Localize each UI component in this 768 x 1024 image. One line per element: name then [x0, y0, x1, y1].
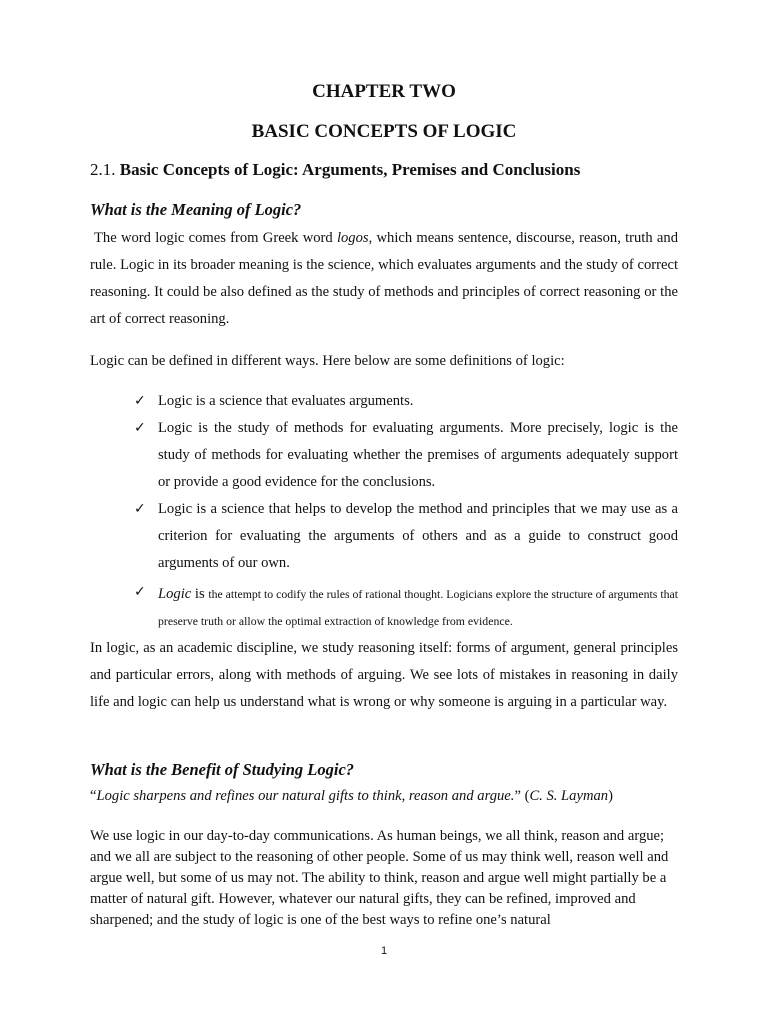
check-icon: ✓ [134, 501, 146, 517]
quote-text: Logic sharpens and refines our natural gifts to think, reason and argue. [96, 788, 515, 804]
list-item [134, 496, 678, 577]
page-number: 1 [380, 945, 388, 957]
section-title: Basic Concepts of Logic: Arguments, Premises and Conclusions [119, 160, 581, 179]
meaning-paragraph-1 [90, 225, 678, 333]
chapter-heading: CHAPTER TWO [312, 81, 456, 102]
list-item [134, 581, 679, 635]
definition-lead: Logic [158, 586, 192, 602]
definition-text: the attempt to codify the rules of rational thought. Logicians explore the structure of arguments that preserve truth or allow the optimal extraction of knowledge from evidence. [158, 587, 679, 628]
p1-text-end: , which means sentence, discourse, reason, truth and rule. Logic in its broader meaning is the science, which evaluates arguments and the study of correct reasoning. It could be also defined as the study of methods and principles of correct reasoning or the art of correct reasoning. [90, 230, 678, 327]
definition-text: Logic is a science that evaluates arguments. [158, 393, 414, 409]
definition-is: is [191, 586, 209, 602]
benefit-quote [90, 788, 613, 805]
meaning-paragraph-3: In logic, as an academic discipline, we study reasoning itself: forms of argument, general principles and particular errors, along with methods of arguing. We see lots of mistakes in reasoning in daily life and logic can help us understand what is wrong or why someone is arguing in a particular way. [90, 640, 678, 710]
list-item [134, 388, 678, 415]
definition-text: Logic is the study of methods for evaluating arguments. More precisely, logic is the study of methods for evaluating whether the premises of arguments adequately support or provide a good evidence for the conclusions. [158, 420, 678, 490]
check-icon: ✓ [134, 393, 146, 409]
p1-text-logos: logos [336, 230, 369, 246]
meaning-heading: What is the Meaning of Logic? [90, 200, 302, 219]
check-icon: ✓ [134, 420, 146, 436]
benefit-paragraph-1: We use logic in our day-to-day communications. As human beings, we all think, reason and argue; and we all are subject to the reasoning of other people. Some of us may think well, reason well and argue well, but some of us may not. The ability to think, reason and argue well might partially be a matter of natural gift. However, whatever our natural gifts, they can be refined, improved and sharpened; and the study of logic is one of the best ways to refine one’s natural [90, 828, 669, 928]
section-heading [90, 160, 580, 180]
benefit-heading: What is the Benefit of Studying Logic? [90, 760, 355, 779]
meaning-paragraph-2: Logic can be defined in different ways. Here below are some definitions of logic: [90, 353, 565, 369]
definition-text: Logic is a science that helps to develop the method and principles that we may use as a criterion for evaluating the arguments of others and as a guide to construct good arguments of our own. [158, 501, 678, 571]
quote-open: “ [90, 788, 97, 804]
p1-text-start: The word logic comes from Greek word [94, 230, 337, 246]
quote-end: ) [608, 788, 613, 804]
quote-close: ” ( [514, 788, 530, 804]
check-icon: ✓ [134, 584, 146, 600]
quote-author: C. S. Layman [529, 788, 609, 804]
chapter-title: BASIC CONCEPTS OF LOGIC [251, 121, 517, 142]
section-number: 2.1. [90, 160, 116, 179]
list-item [134, 415, 678, 496]
definitions-list [134, 388, 679, 635]
